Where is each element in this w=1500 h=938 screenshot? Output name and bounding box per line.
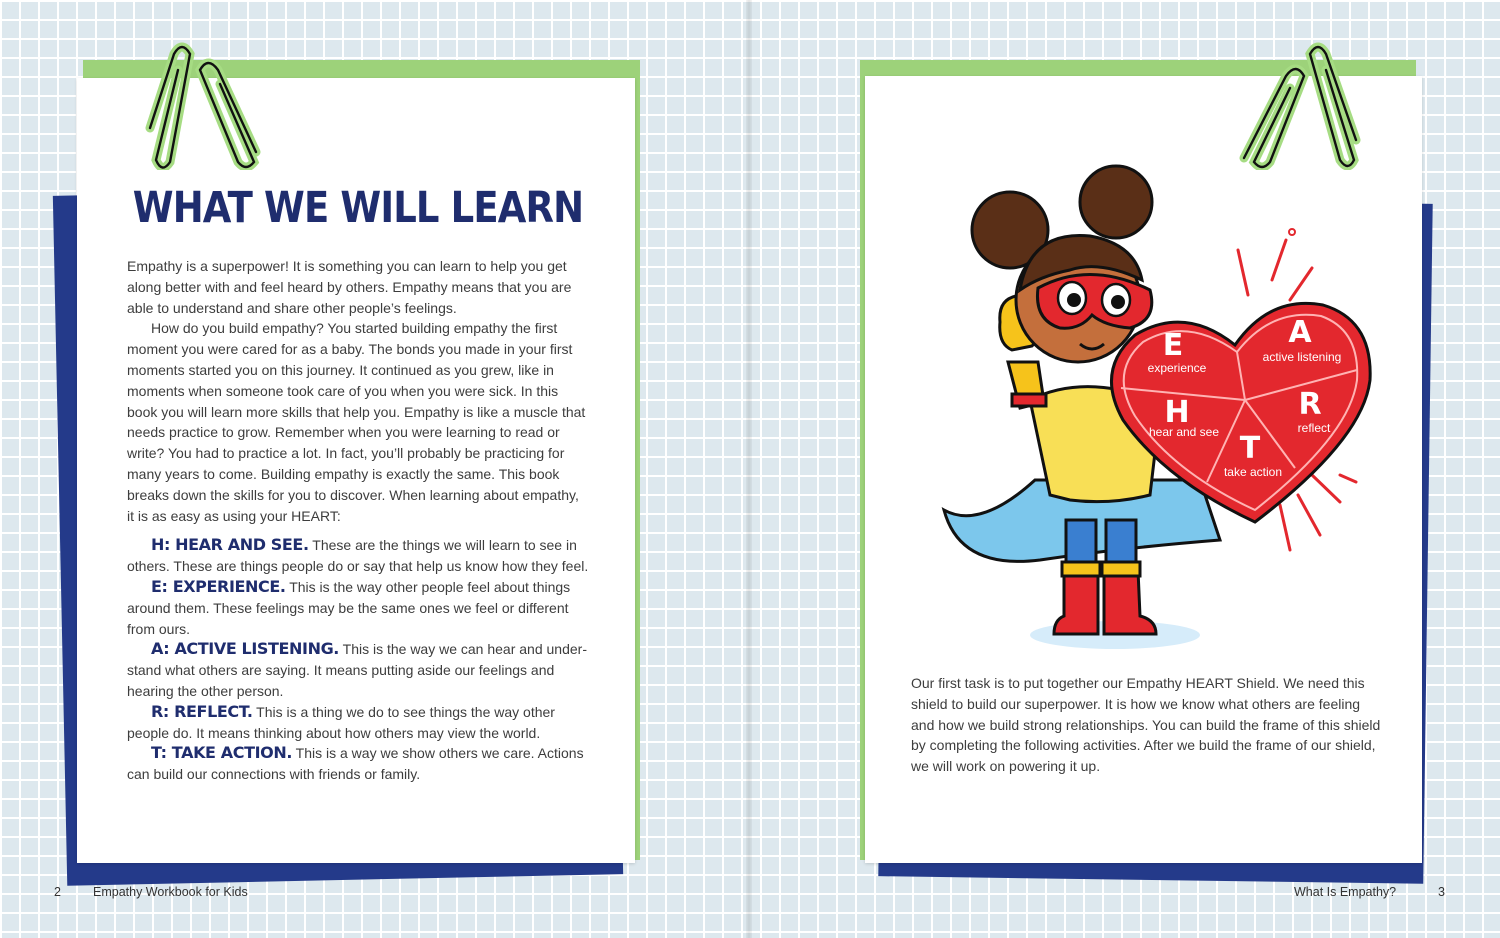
heart-letter-h: H (1164, 395, 1190, 430)
heart-item-t (127, 743, 589, 785)
heart-description: This is the way other people feel about things around them. These feelings may be the same ones we feel or different from ours. (127, 578, 571, 637)
heart-letter-r: R (1298, 387, 1322, 422)
heart-item-e (127, 577, 589, 639)
heart-letter-e: E (1162, 328, 1184, 363)
build-empathy-paragraph: How do you build empathy? You started building empathy the first moment you were cared for as a baby. The bonds you made in your first moments started you on this journey. It continued as you grew, like in moments when someone took care of you when you were sick. In this book you will learn more skills that help you. Empathy is like a muscle that needs practice to grow. Remember when you were learning to read or write? You had to practice a lot. In fact, you’ll probably be practicing for many years to come. Building empathy is exactly the same. This book breaks down the skills for you to discover. When learning about empathy, it is as easy as using your HEART: (127, 320, 586, 524)
heart-term: T: TAKE ACTION. (151, 743, 293, 763)
shield-paragraph: Our first task is to put together our Empathy HEART Shield. We need this shield to build our superpower. It is how we know what others are feeling and how we build strong relationships. You can build the frame of this shield by completing the following activities. After we build the frame of our shield, we will work on powering it up. (911, 675, 1381, 775)
heart-term: R: REFLECT. (151, 701, 253, 721)
heart-term: E: EXPERIENCE. (151, 576, 286, 596)
heart-letter-a: A (1288, 315, 1312, 350)
heart-label-hear-and-see: hear and see (1148, 425, 1220, 439)
heart-label-active-listening: active listening (1262, 350, 1342, 364)
heart-shield (1095, 290, 1395, 550)
heart-label-take-action: take action (1223, 465, 1283, 479)
heart-description: This is the way we can hear and under-stand what others are saying. It means putting aside our feelings and hearing the other person. (127, 641, 587, 699)
left-paperclips-icon (138, 40, 268, 170)
page-title: WHAT WE WILL LEARN (132, 183, 584, 233)
heart-description: This is a thing we do to see things the way other people do. It means thinking about how others may view the world. (127, 703, 555, 741)
page-gutter (746, 0, 752, 938)
heart-term: A: ACTIVE LISTENING. (151, 639, 339, 659)
heart-description: These are the things we will learn to see in others. These are things people do or say that help us know how they feel. (127, 537, 589, 575)
heart-list (127, 535, 589, 785)
heart-term: H: HEAR AND SEE. (151, 535, 309, 555)
left-running-head: Empathy Workbook for Kids (93, 885, 248, 899)
heart-item-h (127, 535, 589, 577)
left-page-number: 2 (54, 885, 61, 899)
right-page-number: 3 (1438, 885, 1445, 899)
heart-description: This is a way we show others we care. Actions can build our connections with friends or family. (127, 745, 584, 783)
heart-label-experience: experience (1147, 361, 1207, 375)
heart-letter-t: T (1239, 431, 1261, 466)
left-body-text (127, 256, 589, 785)
heart-item-r (127, 702, 589, 744)
right-running-head: What Is Empathy? (1294, 885, 1397, 899)
heart-label-reflect: reflect (1297, 421, 1331, 435)
intro-paragraph: Empathy is a superpower! It is something you can learn to help you get along better with and feel heard by others. Empathy means that you are able to understand and share other people’s feelings. (127, 258, 572, 316)
heart-item-a (127, 639, 589, 701)
